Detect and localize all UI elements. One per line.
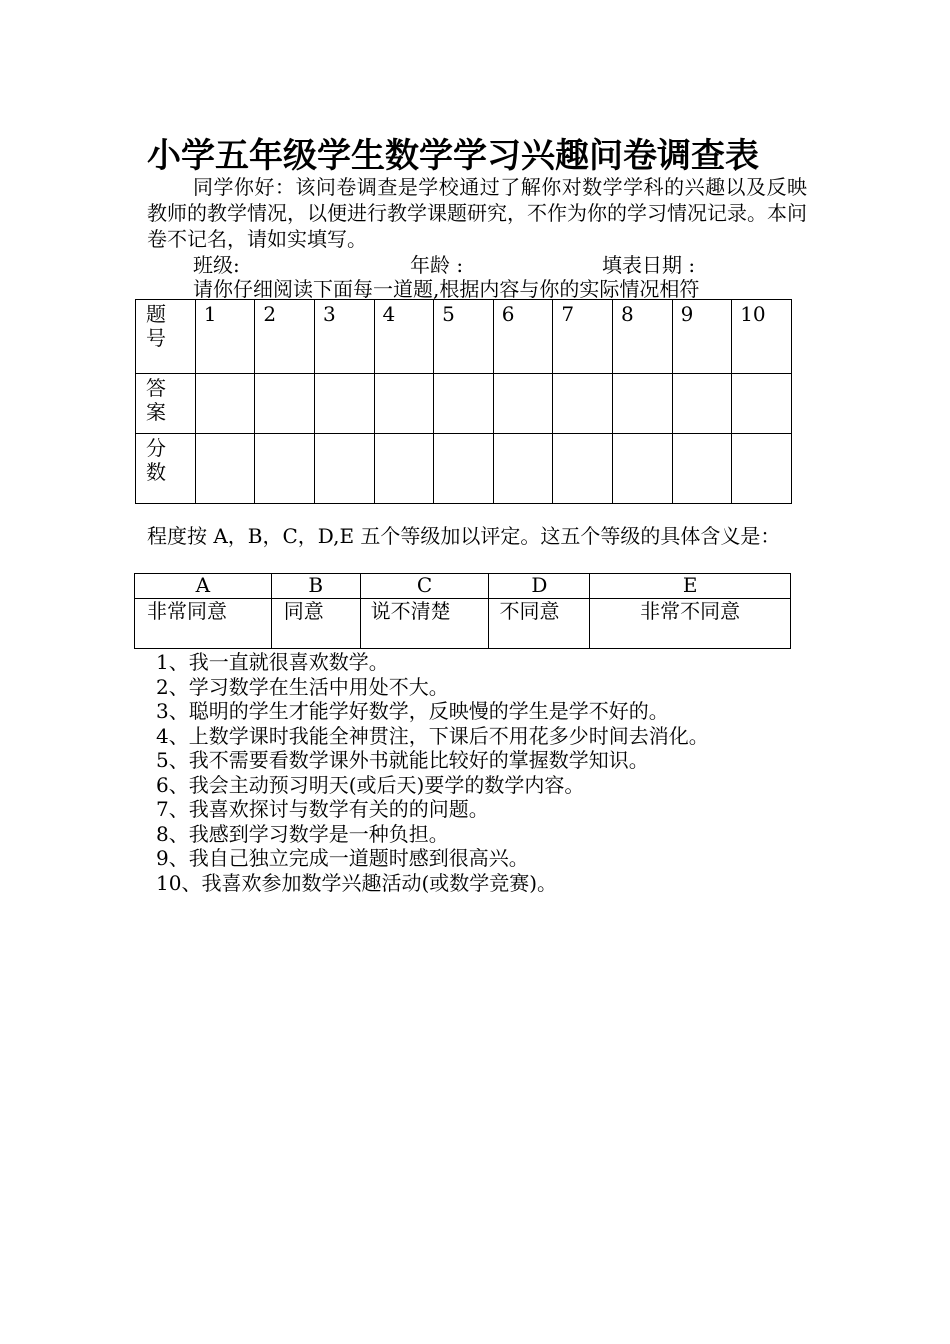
answer-row [136, 374, 792, 434]
grade-meaning-cell [489, 599, 590, 649]
question-number-cell [553, 300, 613, 374]
grade-meaning-cell [271, 599, 360, 649]
question-item: 5、我不需要看数学课外书就能比较好的掌握数学知识。 [156, 748, 649, 772]
row-header-cell [136, 434, 196, 504]
date-field-label: 填表日期 : [602, 253, 696, 277]
question-number: 6 [501, 302, 515, 326]
grade-table [134, 573, 791, 649]
score-cell[interactable] [493, 434, 553, 504]
grade-letter-e: E [590, 574, 791, 599]
question-item: 6、我会主动预习明天(或后天)要学的数学内容。 [156, 772, 585, 797]
score-cell[interactable] [553, 434, 613, 504]
row-header-cell [136, 300, 196, 374]
grade-meaning-b: 同意 [283, 599, 324, 623]
question-number-cell [612, 300, 672, 374]
answer-cell[interactable] [374, 374, 434, 434]
question-number: 8 [620, 302, 634, 326]
question-item: 2、学习数学在生活中用处不大。 [156, 674, 449, 699]
score-row [136, 434, 792, 504]
question-item: 7、我喜欢探讨与数学有关的的问题。 [156, 797, 489, 821]
score-cell[interactable] [314, 434, 374, 504]
question-number-cell [732, 300, 792, 374]
answer-cell[interactable] [255, 374, 315, 434]
row-header-cell [136, 374, 196, 434]
grade-letter-c: C [360, 574, 489, 599]
grade-letter-b: B [271, 574, 360, 599]
grade-meaning-d: 不同意 [499, 599, 560, 623]
page-title: 小学五年级学生数学学习兴趣问卷调查表 [147, 136, 759, 176]
question-item: 9、我自己独立完成一道题时感到很高兴。 [156, 846, 529, 870]
question-item: 3、聪明的学生才能学好数学，反映慢的学生是学不好的。 [156, 699, 669, 723]
question-number-cell [672, 300, 732, 374]
answer-cell[interactable] [672, 374, 732, 434]
score-cell[interactable] [732, 434, 792, 504]
answer-cell[interactable] [314, 374, 374, 434]
question-number: 4 [382, 302, 396, 326]
grade-letter-row [135, 574, 791, 599]
row-header-question: 题号 [146, 302, 166, 350]
grade-meaning-cell [360, 599, 489, 649]
score-cell[interactable] [434, 434, 494, 504]
grade-meaning-c: 说不清楚 [370, 599, 451, 623]
question-number: 10 [740, 302, 766, 326]
grade-meaning-cell [590, 599, 791, 649]
question-item: 10、我喜欢参加数学兴趣活动(或数学竞赛)。 [156, 870, 558, 895]
question-list [156, 650, 709, 895]
question-item: 8、我感到学习数学是一种负担。 [156, 821, 449, 846]
question-item: 1、我一直就很喜欢数学。 [156, 650, 389, 674]
answer-cell[interactable] [612, 374, 672, 434]
grade-meaning-e: 非常不同意 [640, 599, 741, 623]
score-cell[interactable] [672, 434, 732, 504]
question-number: 2 [263, 302, 277, 326]
answer-cell[interactable] [195, 374, 255, 434]
answer-cell[interactable] [553, 374, 613, 434]
question-number-row [136, 300, 792, 374]
row-header-score: 分数 [146, 436, 166, 484]
question-number-cell [374, 300, 434, 374]
answer-cell[interactable] [732, 374, 792, 434]
question-number: 9 [680, 302, 694, 326]
score-cell[interactable] [195, 434, 255, 504]
question-number: 1 [203, 302, 217, 326]
grade-meaning-cell [135, 599, 272, 649]
score-cell[interactable] [374, 434, 434, 504]
class-field-label: 班级: [193, 253, 240, 277]
row-header-answer: 答案 [146, 376, 166, 424]
instruction-text: 请你仔细阅读下面每一道题,根据内容与你的实际情况相符 [193, 277, 700, 301]
question-number-cell [314, 300, 374, 374]
grade-letter-d: D [489, 574, 590, 599]
grade-letter-a: A [135, 574, 272, 599]
question-number-cell [195, 300, 255, 374]
question-number: 7 [561, 302, 575, 326]
grade-instruction-text: 程度按 A，B，C，D,E 五个等级加以评定。这五个等级的具体含义是： [147, 524, 781, 548]
intro-paragraph: 同学你好：该问卷调查是学校通过了解你对数学学科的兴趣以及反映教师的教学情况，以便进行教学课题研究，不作为你的学习情况记录。本问卷不记名，请如实填写。 [147, 175, 807, 251]
question-number-cell [434, 300, 494, 374]
question-number-cell [493, 300, 553, 374]
question-number: 3 [322, 302, 336, 326]
grade-meaning-a: 非常同意 [147, 599, 227, 623]
question-number: 5 [442, 302, 455, 326]
question-item: 4、上数学课时我能全神贯注，下课后不用花多少时间去消化。 [156, 723, 709, 748]
answer-cell[interactable] [434, 374, 494, 434]
age-field-label: 年龄 : [410, 253, 464, 277]
answer-cell[interactable] [493, 374, 553, 434]
question-number-cell [255, 300, 315, 374]
score-cell[interactable] [255, 434, 315, 504]
grade-meaning-row [135, 599, 791, 649]
score-cell[interactable] [612, 434, 672, 504]
answer-table [135, 299, 792, 504]
